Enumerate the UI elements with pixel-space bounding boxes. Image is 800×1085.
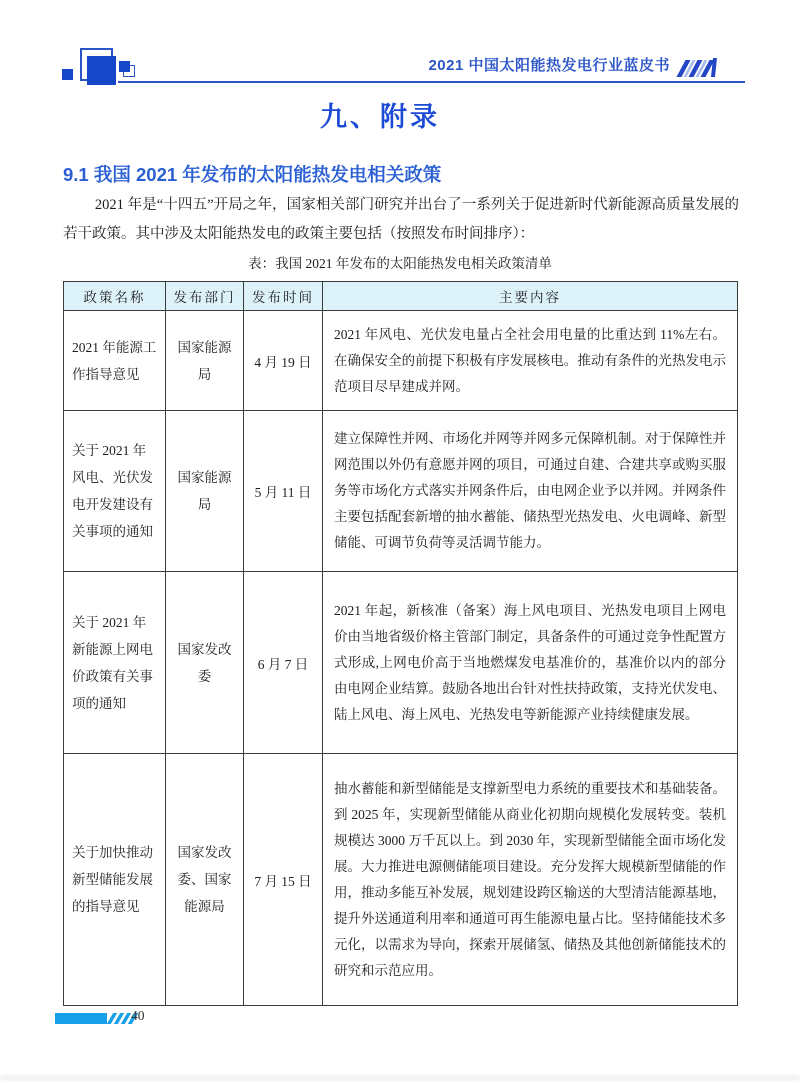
date-cell: 7 月 15 日	[244, 754, 323, 1006]
date-cell: 4 月 19 日	[244, 311, 323, 411]
policy-name-cell: 2021 年能源工作指导意见	[64, 311, 166, 411]
content-cell: 2021 年起，新核准（备案）海上风电项目、光热发电项目上网电价由当地省级价格主管部门制定，具备条件的可通过竞争性配置方式形成,上网电价高于当地燃煤发电基准价的，基准价以内的部分由电网企业结算。鼓励各地出台针对性扶持政策，支持光伏发电、陆上风电、海上风电、光热发电等新能源产业持续健康发展。	[323, 572, 738, 754]
header-rule	[118, 81, 745, 83]
col-header-policy-name: 政策名称	[64, 282, 166, 311]
department-cell: 国家发改委	[166, 572, 244, 754]
col-header-content: 主要内容	[323, 282, 738, 311]
header-title: 2021 中国太阳能热发电行业蓝皮书	[428, 57, 670, 74]
date-cell: 6 月 7 日	[244, 572, 323, 754]
table-row	[64, 572, 738, 754]
table-row	[64, 311, 738, 411]
blue-squares-logo-icon	[55, 44, 150, 90]
table-row	[64, 411, 738, 572]
content-cell: 建立保障性并网、市场化并网等并网多元保障机制。对于保障性并网范围以外仍有意愿并网的项目，可通过自建、合建共享或购买服务等市场化方式落实并网条件后，由电网企业予以并网。并网条件主要包括配套新增的抽水蓄能、储热型光热发电、火电调峰、新型储能、可调节负荷等灵活调节能力。	[323, 411, 738, 572]
page-title: 九、附录	[320, 102, 440, 132]
department-cell: 国家能源局	[166, 311, 244, 411]
policy-name-cell: 关于加快推动新型储能发展的指导意见	[64, 754, 166, 1006]
policy-table	[63, 281, 738, 1006]
intro-paragraph: 2021 年是“十四五”开局之年，国家相关部门研究并出台了一系列关于促进新时代新能源高质量发展的若干政策。其中涉及太阳能热发电的政策主要包括（按照发布时间排序）：	[63, 197, 739, 242]
footer-bar-icon	[55, 1013, 135, 1024]
policy-name-cell: 关于 2021 年新能源上网电价政策有关事项的通知	[64, 572, 166, 754]
table-caption: 表：我国 2021 年发布的太阳能热发电相关政策清单	[248, 256, 552, 271]
logo-square-small-right	[119, 61, 130, 72]
col-header-department: 发布部门	[166, 282, 244, 311]
logo-square-small-left	[62, 69, 73, 80]
table-header-row	[64, 282, 738, 311]
page-number: 40	[131, 1008, 145, 1023]
content-cell: 2021 年风电、光伏发电量占全社会用电量的比重达到 11%左右。在确保安全的前提下积极有序发展核电。推动有条件的光热发电示范项目尽早建成并网。	[323, 311, 738, 411]
col-header-date: 发布时间	[244, 282, 323, 311]
scan-edge-shadow	[0, 1075, 800, 1081]
logo-square-filled	[87, 56, 116, 85]
department-cell: 国家发改委、国家能源局	[166, 754, 244, 1006]
content-cell: 抽水蓄能和新型储能是支撑新型电力系统的重要技术和基础装备。到 2025 年，实现新型储能从商业化初期向规模化发展转变。装机规模达 3000 万千瓦以上。到 2030 年，实现新型储能全面市场化发展。大力推进电源侧储能项目建设。充分发挥大规模新型储能的作用，推动多能互补发展，规划建设跨区输送的大型清洁能源基地，提升外送通道利用率和通道可再生能源电量占比。坚持储能技术多元化，以需求为导向，探索开展储氢、储热及其他创新储能技术的研究和示范应用。	[323, 754, 738, 1006]
section-heading: 9.1 我国 2021 年发布的太阳能热发电相关政策	[63, 164, 442, 185]
date-cell: 5 月 11 日	[244, 411, 323, 572]
table-row	[64, 754, 738, 1006]
department-cell: 国家能源局	[166, 411, 244, 572]
policy-name-cell: 关于 2021 年风电、光伏发电开发建设有关事项的通知	[64, 411, 166, 572]
slashes-icon	[681, 57, 716, 77]
